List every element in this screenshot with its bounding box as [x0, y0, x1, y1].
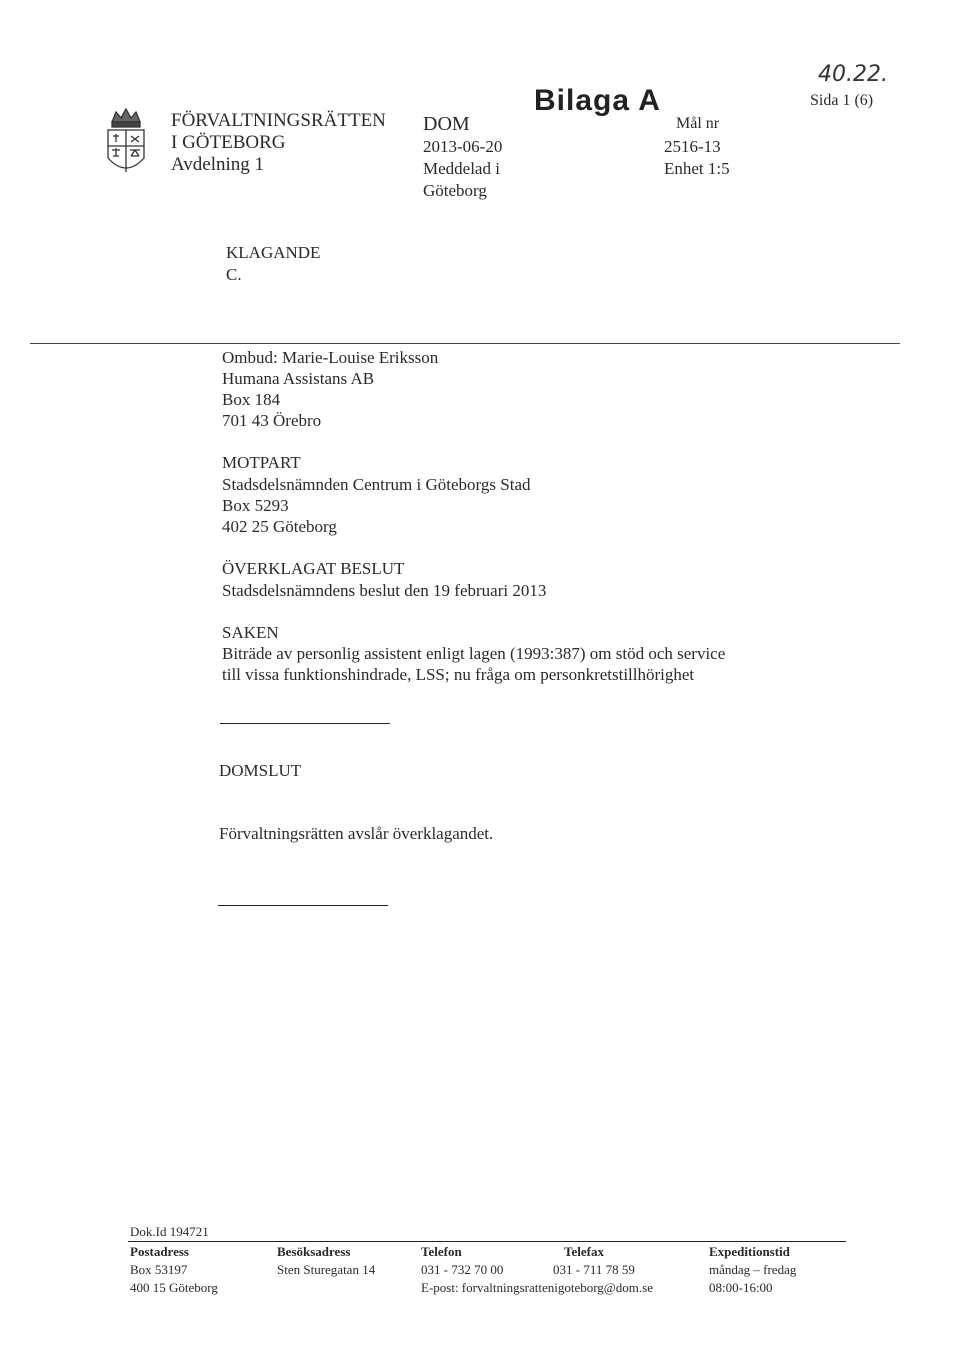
- division: Avdelning 1: [171, 154, 265, 175]
- hours-heading: Expeditionstid: [709, 1244, 790, 1259]
- representative-company: Humana Assistans AB: [222, 369, 375, 388]
- court-name-line1: FÖRVALTNINGSRÄTTEN: [171, 110, 386, 131]
- visit-heading: Besöksadress: [277, 1244, 351, 1259]
- phone-number: 031 - 732 70 00: [421, 1262, 504, 1277]
- matter-text-line2: till vissa funktionshindrade, LSS; nu fråga om personkretstillhörighet: [222, 665, 695, 684]
- representative-name: Ombud: Marie-Louise Eriksson: [222, 348, 439, 367]
- judgment-text: Förvaltningsrätten avslår överklagandet.: [219, 824, 494, 843]
- case-number: 2516-13: [664, 137, 721, 156]
- representative-box: Box 184: [222, 390, 281, 409]
- judgment-heading: DOMSLUT: [219, 761, 302, 780]
- appellant-name: C.: [226, 265, 242, 284]
- postal-heading: Postadress: [130, 1244, 189, 1259]
- issued-place-label: Meddelad i: [423, 159, 500, 178]
- appendix-stamp: Bilaga A: [534, 84, 661, 117]
- unit: Enhet 1:5: [664, 159, 730, 178]
- handwritten-mark: 40.22.: [818, 62, 888, 87]
- page-number: Sida 1 (6): [810, 92, 874, 109]
- redaction-line: [30, 343, 900, 344]
- section-divider: [220, 723, 390, 724]
- judgment-divider: [218, 905, 388, 906]
- appealed-decision-heading: ÖVERKLAGAT BESLUT: [222, 559, 405, 578]
- respondent-city: 402 25 Göteborg: [222, 517, 337, 536]
- respondent-name: Stadsdelsnämnden Centrum i Göteborgs Stad: [222, 475, 531, 494]
- matter-heading: SAKEN: [222, 623, 279, 642]
- representative-city: 701 43 Örebro: [222, 411, 322, 430]
- postal-box: Box 53197: [130, 1262, 188, 1277]
- document-date: 2013-06-20: [423, 137, 503, 156]
- matter-text-line1: Biträde av personlig assistent enligt lagen (1993:387) om stöd och service: [222, 644, 726, 663]
- court-name-line2: I GÖTEBORG: [171, 132, 286, 153]
- postal-city: 400 15 Göteborg: [130, 1280, 218, 1295]
- fax-number: 031 - 711 78 59: [553, 1262, 635, 1277]
- fax-heading: Telefax: [564, 1244, 604, 1259]
- appellant-heading: KLAGANDE: [226, 243, 321, 262]
- hours-time: 08:00-16:00: [709, 1280, 773, 1295]
- phone-heading: Telefon: [421, 1244, 462, 1259]
- issued-place: Göteborg: [423, 181, 487, 200]
- respondent-box: Box 5293: [222, 496, 289, 515]
- hours-days: måndag – fredag: [709, 1262, 797, 1277]
- case-label: Mål nr: [676, 115, 720, 132]
- email-address: E-post: forvaltningsrattenigoteborg@dom.se: [421, 1280, 653, 1295]
- court-emblem-icon: [104, 106, 148, 182]
- visit-address: Sten Sturegatan 14: [277, 1262, 376, 1277]
- document-type: DOM: [423, 113, 470, 135]
- respondent-heading: MOTPART: [222, 453, 301, 472]
- footer-rule: [128, 1241, 846, 1242]
- appealed-decision-text: Stadsdelsnämndens beslut den 19 februari 2013: [222, 581, 547, 600]
- document-id: Dok.Id 194721: [130, 1224, 209, 1239]
